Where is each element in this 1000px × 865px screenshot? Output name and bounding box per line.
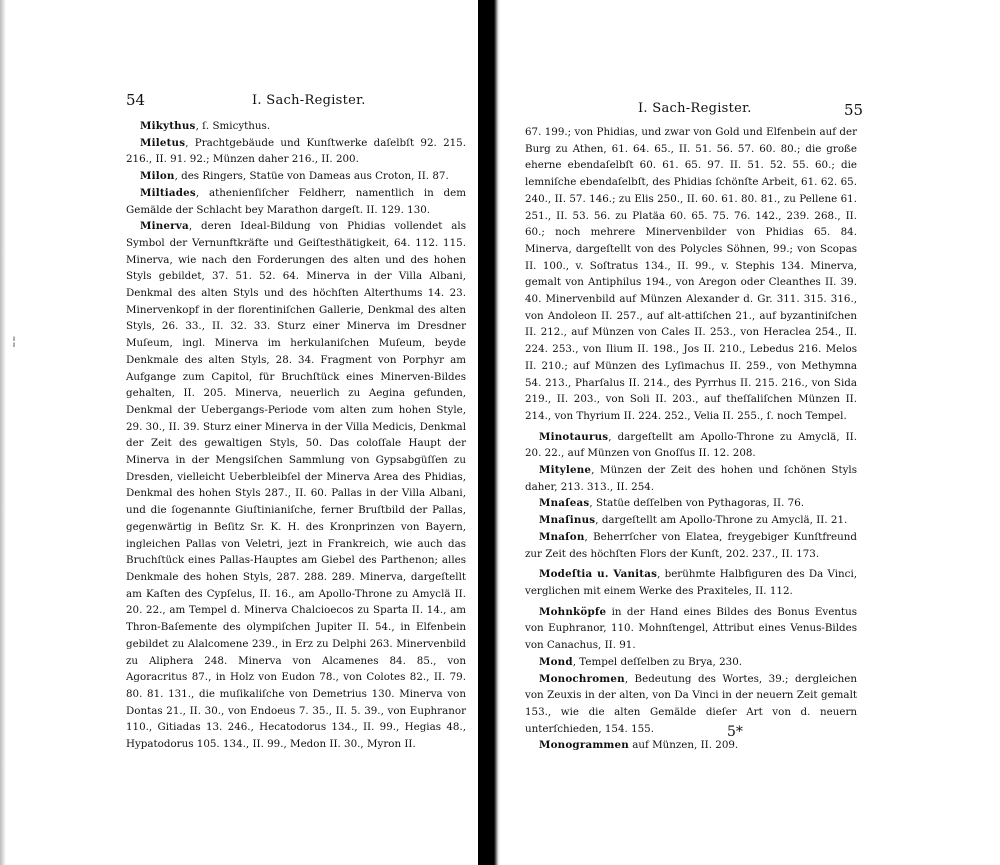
entry-text: , dargeſtellt am Apollo-Throne zu Amyclä, II. 21.	[595, 514, 848, 527]
index-entry	[126, 118, 466, 135]
index-entry	[525, 604, 857, 654]
index-entry	[126, 168, 466, 185]
entry-term: Mnaſeas	[539, 497, 590, 510]
entry-text: , Statüe deſſelben von Pythagoras, II. 76.	[589, 497, 805, 510]
running-header: I. Sach-Register.	[638, 101, 752, 116]
entry-term: Milon	[140, 170, 175, 183]
entry-term: Miletus	[140, 136, 186, 149]
entry-text: in der Hand eines Bildes des Bonus Eventus von Euphranor, 110. Mohnſtengel, Attribut eines Venus-Bildes von Canachus, II. 91.	[525, 605, 857, 652]
index-entry	[525, 462, 857, 495]
running-header: I. Sach-Register.	[252, 93, 366, 108]
entry-term: Mikythus	[140, 120, 196, 132]
index-entry	[525, 495, 857, 512]
index-entry	[525, 654, 857, 671]
entry-term: Modeſtia u. Vanitas	[539, 568, 658, 581]
index-entry	[126, 218, 466, 753]
signature-mark: 5*	[727, 724, 743, 740]
entry-term: Mond	[539, 655, 573, 668]
entry-text: , Prachtgebäude und Kunſtwerke daſelbſt 92. 215. 216., II. 91. 92.; Münzen daher 216., II. 200.	[126, 136, 466, 166]
entry-text: , Münzen der Zeit des hohen und ſchönen Styls daher, 213. 313., II. 254.	[525, 464, 857, 493]
entry-text: , des Ringers, Statüe von Dameas aus Croton, II. 87.	[174, 170, 449, 183]
entry-text: , berühmte Halbfiguren des Da Vinci, verglichen mit einem Werke des Praxiteles, II. 112.	[525, 568, 858, 597]
index-entry	[126, 185, 466, 218]
entry-text: auf Münzen, II. 209.	[628, 739, 739, 752]
index-column	[525, 124, 857, 754]
entry-text: , Bedeutung des Wortes, 39.; dergleichen von Zeuxis in der alten, von Da Vinci in der neuern Zeit gemalt 153., wie die alten Gemälde dieſer Art von d. neuern unterſchieden, 154. 155.	[525, 672, 857, 735]
page-number: 55	[844, 101, 864, 119]
entry-text: , Tempel deſſelben zu Brya, 230.	[572, 655, 743, 668]
page-number: 54	[126, 91, 146, 109]
index-entry	[525, 566, 857, 599]
entry-term: Mitylene	[539, 464, 592, 477]
index-entry	[525, 737, 857, 754]
entry-term: Mohnköpfe	[539, 605, 607, 618]
entry-text: , deren Ideal-Bildung von Phidias vollendet als Symbol der Vernunftkräfte und Geiſtesthätigkeit, 64. 112. 115. Minerva, wie nach den Forderungen des alten und des hohen Styls gebildet, 37. 51. 52. 64. Minerva in der Villa Albani, Denkmal des alten Styls und des höchſten Alterthums 14. 23. Minervenkopf in der florentiniſchen Gallerie, Denkmal des alten Styls, 26. 33., II. 32. 33. Sturz einer Minerva im Dresdner Muſeum, ingl. Minerva im herkulaniſchen Muſeum, beyde Denkmale des alten Styls, 28. 34. Fragment von Porphyr am Aufgange zum Capitol, für Bruchſtück eines Minerven-Bildes gehalten, II. 205. Minerva, neuerlich zu Aegina gefunden, Denkmal der Uebergangs-Periode vom alten zum hohen Style, 29. 30., II. 39. Sturz einer Minerva in der Villa Medicis, Denkmal der Zeit des gewaltigen Styls, 50. Das coloſſale Haupt der Minerva in der Mengsiſchen Sammlung von Gypsabgüſſen zu Dresden, vielleicht Ueberbleibſel der Minerva Area des Phidias, Denkmal des hohen Styls 287., II. 60. Pallas in der Villa Albani, und die ſogenannte Giuſtinianiſche, ferner Bruſtbild der Pallas, gegenwärtig in Beſitz Sr. K. H. des Kronprinzen von Bayern, ingleichen Pallas von Veletri, jezt in Frankreich, wie auch das Bruchſtück eines Pallas-Hauptes am Giebel des Parthenon; alles Denkmale des hohen Styls, 287. 288. 289. Minerva, dargeſtellt am Kaſten des Cypſelus, II. 16., am Apollo-Throne zu Amyclä II. 20. 22., am Tempel d. Minerva Chalcioecos zu Sparta II. 14., am Thron-Baſemente des olympiſchen Jupiter II. 54., in Elfenbein gebildet zu Alalcomene 239., in Erz zu Delphi 263. Minervenbild zu Aliphera 248. Minerva von Alcamenes 84. 85., von Agoracritus 87., in Holz von Eudon 78., von Colotes 82., II. 79. 80. 81. 131., die muſikaliſche von Demetrius 130. Minerva von Dontas 21., II. 30., von Endoeus 7. 35., II. 5. 39., von Euphranor 110., Gitiadas 13. 246., Hecatodorus 134., II. 99., Hegias 48., Hypatodorus 105. 134., II. 99., Medon II. 30., Myron II.	[126, 220, 466, 751]
left-page	[0, 0, 480, 865]
entry-text: , dargeſtellt am Apollo-Throne zu Amyclä, II. 20. 22., auf Münzen von Gnoſſus II. 12. 208.	[525, 430, 857, 460]
entry-term: Mnaſon	[539, 530, 585, 543]
entry-term: Mnaſinus	[539, 514, 596, 527]
entry-term: Miltiades	[140, 186, 196, 199]
index-entry	[525, 512, 857, 529]
index-entry	[525, 529, 857, 562]
entry-text: , athenienſiſcher Feldherr, namentlich in dem Gemälde der Schlacht bey Marathon dargeſt. II. 129. 130.	[126, 186, 466, 216]
continuation-text: 67. 199.; von Phidias, und zwar von Gold und Elfenbein auf der Burg zu Athen, 61. 64. 65., II. 51. 56. 57. 60. 80.; die große eherne ebendaſelbſt 60. 61. 65. 97. II. 51. 52. 55. 60.; die lemniſche ebendaſelbſt, des Phidias ſchönſte Arbeit, 61. 62. 65. 240., II. 57. 146.; zu Elis 250., II. 60. 61. 80. 81., zu Pellene 61. 251., II. 53. 56. zu Platäa 60. 65. 75. 76. 142., 239. 268., II. 60.; noch mehrere Minervenbilder von Phidias 65. 84. Minerva, dargeſtellt von des Polycles Söhnen, 99.; von Scopas II. 100., v. Soſtratus 134., II. 99., v. Stephis 134. Minerva, gemalt von Antiphilus 194., von Aregon oder Cleanthes II. 39. 40. Minervenbild auf Münzen Alexander d. Gr. 311. 315. 316., von Andoleon II. 257., auf alt-attiſchen 21., auf byzantiniſchen II. 212., auf Münzen von Cales II. 253., von Heraclea 254., II. 224. 253., von Ilium II. 198., Jos II. 210., Lebedus 216. Melos II. 210.; auf Münzen des Lyſimachus II. 259., von Methymna 54. 213., Pharſalus II. 214., des Pyrrhus II. 215. 216., von Sida 219., II. 203., von Soli II. 203., auf theſſaliſchen Münzen II. 214., von Thyrium II. 224. 252., Velia II. 255., ſ. noch Tempel.	[525, 126, 857, 422]
margin-mark: ¦	[12, 334, 17, 348]
index-entry	[126, 135, 466, 168]
entry-text: , Beherrſcher von Elatea, freygebiger Kunſtfreund zur Zeit des höchſten Flors der Kunſt, 202. 237., II. 173.	[525, 530, 857, 560]
index-entry	[525, 671, 857, 738]
entry-text: , ſ. Smicythus.	[195, 120, 271, 132]
right-page	[498, 0, 1000, 865]
book-gutter	[478, 0, 500, 865]
entry-term: Minotaurus	[539, 430, 609, 443]
index-entry	[525, 429, 857, 462]
entry-term: Monogrammen	[539, 739, 629, 752]
entry-term: Monochromen	[539, 672, 625, 685]
entry-term: Minerva	[140, 220, 189, 233]
index-column	[126, 118, 466, 753]
